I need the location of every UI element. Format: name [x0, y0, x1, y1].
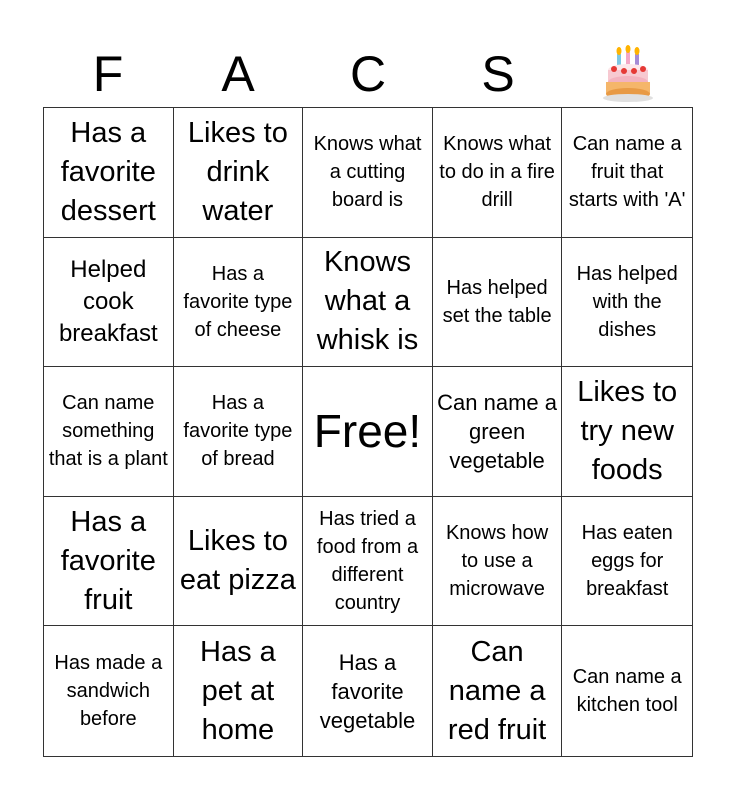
bingo-square-text: Can name something that is a plant — [48, 392, 168, 471]
bingo-square[interactable] — [433, 367, 563, 497]
header-letter-c: C — [349, 46, 387, 102]
bingo-square[interactable] — [562, 626, 692, 756]
bingo-square-text: Has a pet at home — [200, 635, 276, 746]
bingo-square[interactable] — [303, 626, 433, 756]
header-letter-s: S — [481, 46, 515, 102]
bingo-square-text: Has a favorite vegetable — [319, 649, 416, 733]
bingo-square[interactable] — [562, 238, 692, 368]
bingo-square[interactable] — [174, 367, 304, 497]
bingo-square[interactable] — [174, 238, 304, 368]
bingo-square[interactable] — [174, 497, 304, 627]
bingo-square-text: Has a favorite dessert — [60, 116, 156, 227]
bingo-square[interactable] — [433, 238, 563, 368]
bingo-square-text: Likes to drink water — [187, 116, 288, 227]
bingo-square-text: Helped cook breakfast — [58, 255, 158, 347]
bingo-square[interactable] — [44, 626, 174, 756]
bingo-square-text: Knows how to use a microwave — [445, 522, 549, 601]
birthday-cake-icon — [602, 44, 654, 104]
bingo-square-text: Has a favorite type of bread — [183, 392, 293, 471]
bingo-square-text: Has helped set the table — [442, 276, 552, 327]
bingo-square-text: Has a favorite type of cheese — [183, 262, 293, 341]
bingo-square[interactable] — [433, 626, 563, 756]
bingo-square[interactable] — [44, 367, 174, 497]
bingo-square-text: Has a favorite fruit — [60, 505, 156, 616]
bingo-square-text: Has made a sandwich before — [54, 652, 163, 731]
bingo-square[interactable] — [44, 238, 174, 368]
bingo-header — [43, 40, 693, 108]
bingo-square[interactable] — [562, 367, 692, 497]
bingo-square-text: Can name a red fruit — [447, 635, 547, 746]
bingo-square-text: Likes to try new foods — [577, 375, 678, 486]
bingo-square[interactable] — [174, 108, 304, 238]
header-cake-cell — [563, 40, 693, 108]
bingo-square[interactable] — [433, 497, 563, 627]
bingo-square-text: Knows what a whisk is — [316, 246, 419, 357]
bingo-grid — [43, 107, 693, 757]
bingo-square-text: Knows what to do in a fire drill — [439, 133, 555, 212]
bingo-square-text: Free! — [313, 405, 422, 458]
bingo-square-text: Has helped with the dishes — [576, 262, 678, 341]
bingo-square[interactable] — [303, 497, 433, 627]
bingo-square[interactable] — [303, 108, 433, 238]
bingo-square-text: Has tried a food from a different country — [316, 508, 419, 615]
bingo-square-text: Knows what a cutting board is — [313, 133, 422, 212]
bingo-square[interactable] — [174, 626, 304, 756]
bingo-square-text: Can name a fruit that starts with 'A' — [568, 133, 686, 212]
bingo-square[interactable] — [433, 108, 563, 238]
bingo-square-text: Likes to eat pizza — [179, 525, 296, 597]
bingo-square[interactable] — [44, 497, 174, 627]
bingo-square[interactable] — [303, 238, 433, 368]
bingo-square-free[interactable] — [303, 367, 433, 497]
bingo-square[interactable] — [44, 108, 174, 238]
header-letter-f: F — [92, 46, 124, 102]
bingo-square-text: Can name a green vegetable — [437, 389, 558, 473]
bingo-square-text: Has eaten eggs for breakfast — [581, 522, 673, 601]
bingo-square-text: Can name a kitchen tool — [572, 666, 682, 717]
bingo-square[interactable] — [562, 497, 692, 627]
bingo-square[interactable] — [562, 108, 692, 238]
header-letter-a: A — [221, 46, 255, 102]
